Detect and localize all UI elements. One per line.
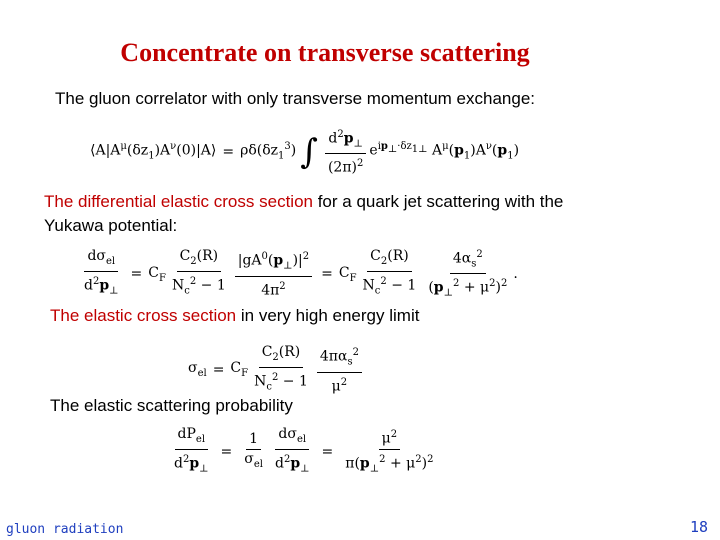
- yukawa-text: Yukawa potential:: [44, 216, 178, 235]
- scattering-probability-equation: $\frac{dP_{el}}{d^2p_\perp}$ = $\frac{1}{\sigma_{el}}$ $\frac{d\sigma_{el}}{d^2p_\perp}$ = $\frac{\mu^2}{\pi(p_\perp^2 + \mu^2)^2}$: [174, 426, 434, 475]
- gluon-correlator-colon: :: [530, 89, 536, 108]
- scattering-probability-text: The elastic scattering probability: [50, 396, 293, 415]
- gluon-correlator-label: The gluon correlator with only transverse momentum exchange: [55, 89, 531, 108]
- gluon-correlator-equation: $⟨A|A^\mu(\delta z_1)A^\nu(0)|A⟩$ = $\rho\delta(\delta z_1^3)$ ∫ $\frac{d^2p_\perp}{(2\pi)^2}$ $e^{ip_\perp\cdot\delta z_{1\perp}}$ $A^\mu(p_1)A^\nu(p_1)$: [90, 126, 519, 177]
- quark-jet-text: for a quark jet scattering with the: [312, 192, 564, 211]
- differential-cross-section-text: [44, 190, 563, 214]
- high-energy-text: in very high energy limit: [236, 306, 420, 325]
- gluon-correlator-text: [55, 87, 535, 111]
- differential-cross-section-equation: $\frac{d\sigma_{el}}{d^2p_\perp}$ = $C_F$ $\frac{C_2(R)}{N_c^2 - 1}$ $\frac{|gA^0(p_\perp)|^2}{4\pi^2}$ = $C_F$ $\frac{C_2(R)}{N_c^2 - 1}$ $\frac{4\alpha_s^2}{(p_\perp^2 + \mu^2)^2}$ .: [78, 246, 518, 302]
- footer-gluon-radiation: gluon radiation: [6, 522, 124, 537]
- elastic-cross-section-text: [50, 304, 419, 328]
- elastic-cross-section-label: The elastic cross section: [50, 306, 237, 325]
- elastic-cross-section-equation: $\sigma_{el}$ = $C_F$ $\frac{C_2(R)}{N_c^2 - 1}$ $\frac{4\pi\alpha_s^2}{\mu^2}$: [188, 344, 365, 395]
- page-number: 18: [690, 518, 709, 536]
- differential-cross-section-label: The differential elastic cross section: [44, 192, 313, 211]
- slide-title: Concentrate on transverse scattering: [120, 38, 530, 67]
